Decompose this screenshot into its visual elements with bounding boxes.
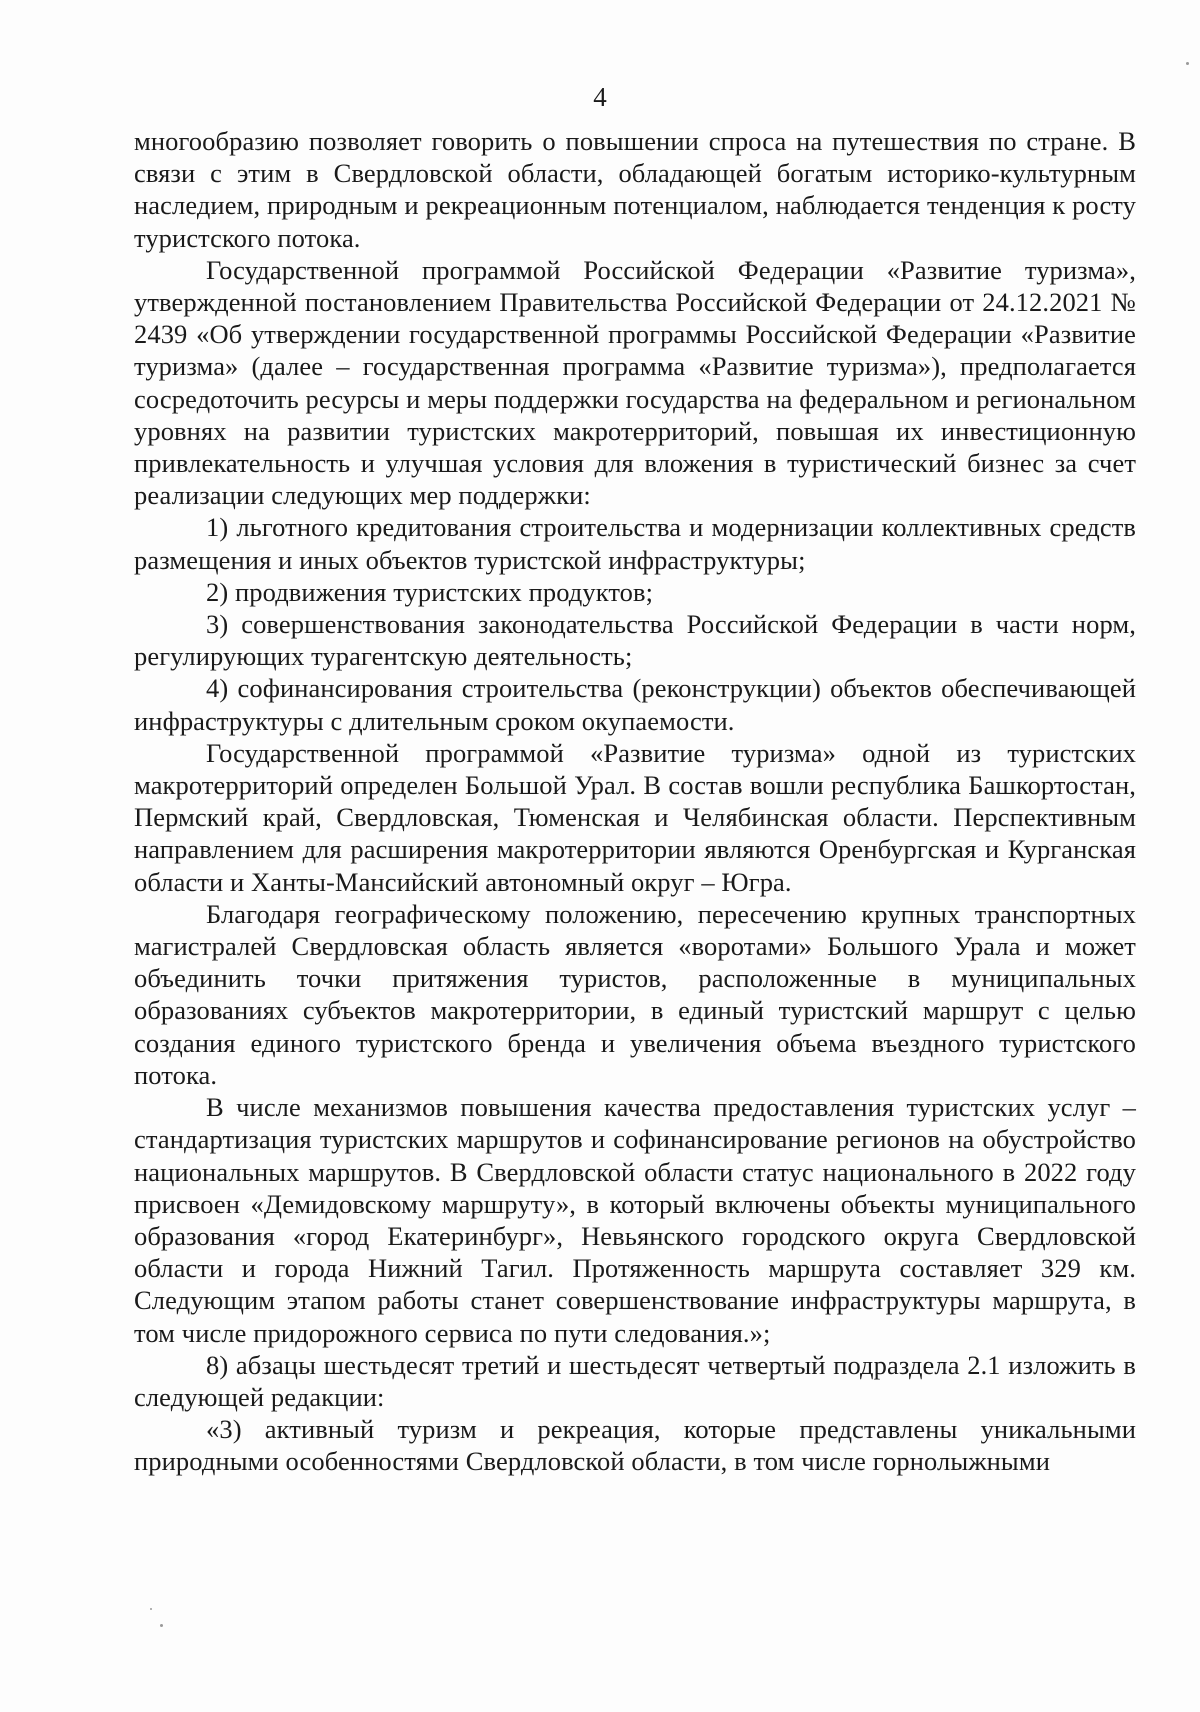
list-item-4: 4) софинансирования строительства (реконструкции) объектов обеспечивающей инфраструктуры с длительным сроком окупаемости. <box>134 673 1136 736</box>
scan-speck <box>1186 62 1189 65</box>
list-item-3: 3) совершенствования законодательства Российской Федерации в части норм, регулирующих турагентскую деятельность; <box>134 609 1136 672</box>
paragraph-continuation: многообразию позволяет говорить о повышении спроса на путешествия по стране. В связи с этим в Свердловской области, обладающей богатым историко-культурным наследием, природным и рекреационным потенциалом, наблюдается тенденция к росту туристского потока. <box>134 126 1136 253</box>
paragraph-gateway: Благодаря географическому положению, пересечению крупных транспортных магистралей Свердловская область является «воротами» Большого Урала и может объединить точки притяжения туристов, расположенные в муниципальных образованиях субъектов макротерритории, в единый туристский маршрут с целью создания единого туристского бренда и увеличения объема въездного туристского потока. <box>134 898 1136 1090</box>
scan-speck <box>150 1608 152 1610</box>
scan-speck <box>160 1624 163 1627</box>
paragraph-active-tourism: «3) активный туризм и рекреация, которые представлены уникальными природными особенностями Свердловской области, в том числе горнолыжными <box>134 1414 1136 1477</box>
list-item-2: 2) продвижения туристских продуктов; <box>206 576 654 607</box>
document-body <box>134 125 1136 1478</box>
list-item-1: 1) льготного кредитования строительства и модернизации коллективных средств размещения и иных объектов туристской инфраструктуры; <box>134 512 1136 575</box>
page-number: 4 <box>593 82 607 112</box>
paragraph-state-program: Государственной программой Российской Федерации «Развитие туризма», утвержденной постановлением Правительства Российской Федерации от 24.12.2021 № 2439 «Об утверждении государственной программы Российской Федерации «Развитие туризма» (далее – государственная программа «Развитие туризма»), предполагается сосредоточить ресурсы и меры поддержки государства на федеральном и региональном уровнях на развитии туристских макротерриторий, повышая их инвестиционную привлекательность и улучшая условия для вложения в туристический бизнес за счет реализации следующих мер поддержки: <box>134 254 1136 511</box>
paragraph-amendment-8: 8) абзацы шестьдесят третий и шестьдесят четвертый подраздела 2.1 изложить в следующей редакции: <box>134 1349 1136 1412</box>
paragraph-demidov-route: В числе механизмов повышения качества предоставления туристских услуг – стандартизация туристских маршрутов и софинансирование регионов на обустройство национальных маршрутов. В Свердловской области статус национального в 2022 году присвоен «Демидовскому маршруту», в который включены объекты муниципального образования «город Екатеринбург», Невьянского городского округа Свердловской области и города Нижний Тагил. Протяженность маршрута составляет 329 км. Следующим этапом работы станет совершенствование инфраструктуры маршрута, в том числе придорожного сервиса по пути следования.»; <box>134 1092 1136 1348</box>
paragraph-big-ural: Государственной программой «Развитие туризма» одной из туристских макротерриторий определен Большой Урал. В состав вошли республика Башкортостан, Пермский край, Свердловская, Тюменская и Челябинская области. Перспективным направлением для расширения макротерритории являются Оренбургская и Курганская области и Ханты-Мансийский автономный округ – Югра. <box>134 737 1136 897</box>
